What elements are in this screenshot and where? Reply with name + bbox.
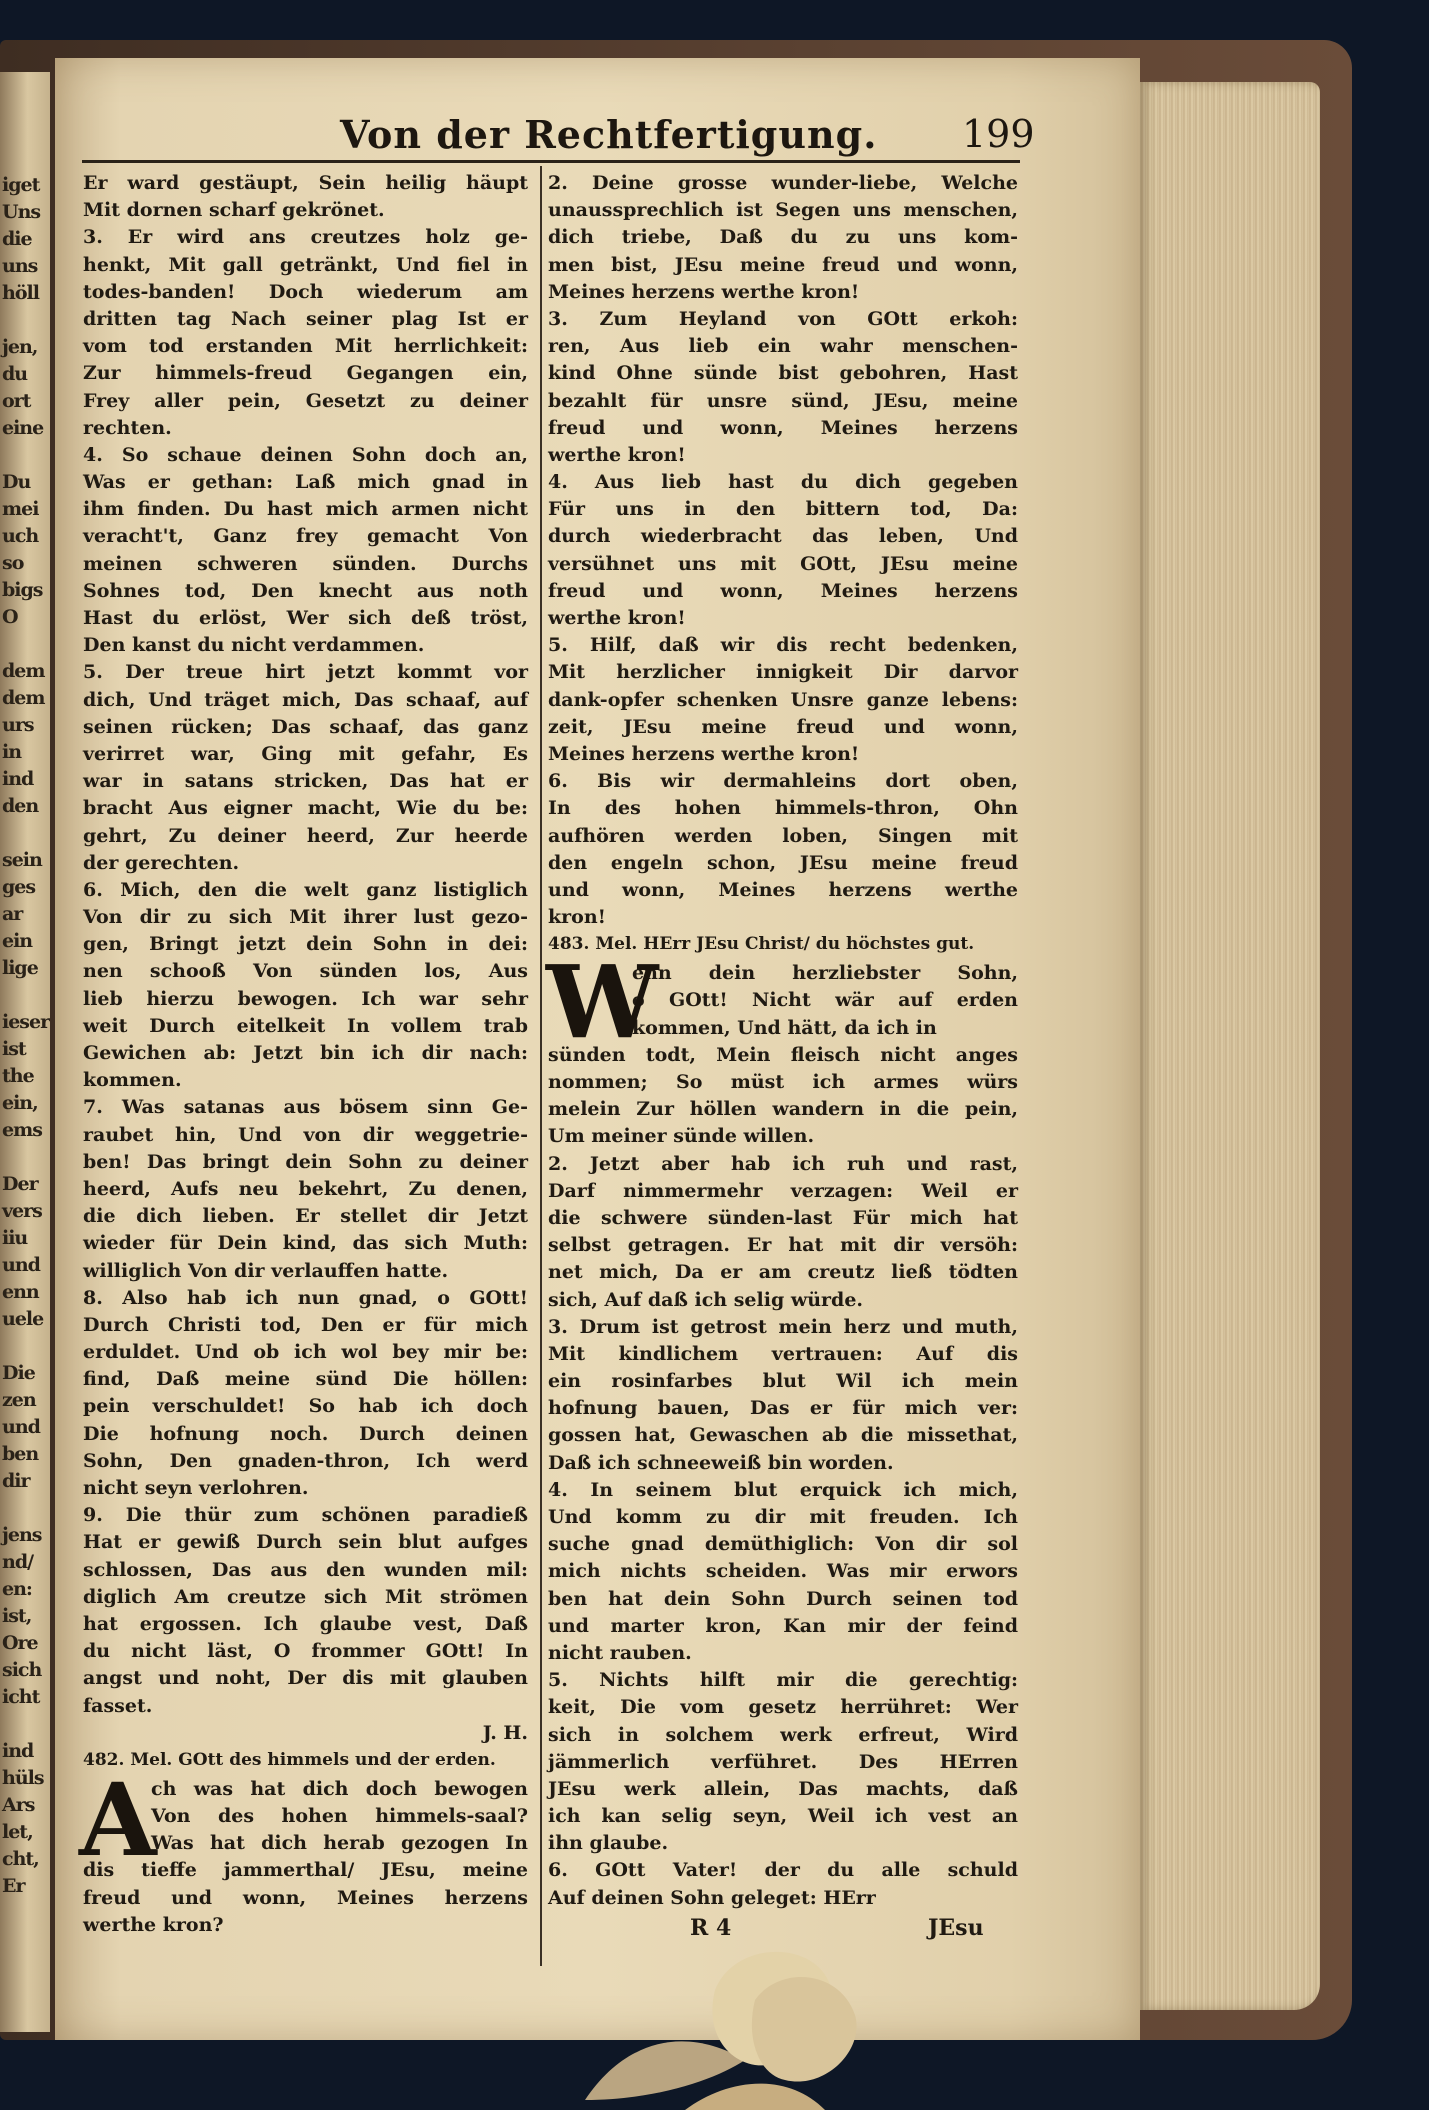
text-line: selbst getragen. Er hat mit dir versöh: (548, 1234, 1018, 1257)
text-line: die schwere sünden-last Für mich hat (548, 1206, 1018, 1229)
text-line: net mich, Da er am creutz ließ tödten (548, 1261, 1018, 1284)
text-line: Sohn, Den gnaden-thron, Ich werd (83, 1449, 528, 1472)
text-line: keit, Die vom gesetz herrühret: Wer (548, 1696, 1018, 1719)
text-line: nen schooß Von sünden los, Aus (83, 960, 528, 983)
text-line: dank-opfer schenken Unsre ganze lebens: (548, 688, 1018, 711)
text-line: Sohnes tod, Den knecht aus noth (83, 579, 528, 602)
text-line: verirret war, Ging mit gefahr, Es (83, 742, 528, 765)
text-line: Hast du erlöst, Wer sich deß tröst, (83, 607, 528, 629)
text-line: 6. Mich, den die welt ganz listiglich (83, 878, 528, 901)
text-line: Meines herzens werthe kron! (548, 742, 860, 765)
text-line: werthe kron! (548, 607, 686, 629)
left-page-edge (0, 72, 50, 2032)
text-line: und marter kron, Kan mir der feind (548, 1614, 1018, 1637)
text-line: nicht rauben. (548, 1641, 692, 1664)
text-line: gen, Bringt jetzt dein Sohn in dei: (83, 933, 528, 956)
right-column (548, 170, 1018, 1912)
text-line: ben hat dein Sohn Durch seinen tod (548, 1587, 1018, 1610)
hymn-483-initial: W (546, 943, 659, 1062)
text-line: 3. Drum ist getrost mein herz und muth, (548, 1315, 1018, 1338)
text-line: Für uns in den bittern tod, Da: (548, 498, 1018, 521)
text-line: heerd, Aufs neu bekehrt, Zu denen, (83, 1177, 528, 1200)
page-number: 199 (962, 112, 1035, 156)
text-line: dich, Und träget mich, Das schaaf, auf (83, 688, 528, 711)
text-line: raubet hin, Und von dir weggetrie- (83, 1123, 528, 1146)
text-line: o GOtt! Nicht wär auf erden (632, 989, 1018, 1012)
text-line: unaussprechlich ist Segen uns menschen, (548, 199, 1018, 222)
text-line: du nicht läst, O frommer GOtt! In (83, 1640, 528, 1663)
text-line: den engeln schon, JEsu meine freud (548, 851, 1018, 874)
text-line: fasset. (83, 1694, 153, 1717)
text-line: 7. Was satanas aus bösem sinn Ge- (83, 1096, 528, 1119)
text-line: Auf deinen Sohn geleget: HErr (548, 1886, 876, 1909)
text-line: ren, Aus lieb ein wahr menschen- (548, 335, 1018, 358)
text-line: Den kanst du nicht verdammen. (83, 634, 425, 657)
text-line: vom tod erstanden Mit herrlichkeit: (83, 335, 528, 358)
text-line: freud und wonn, Meines herzens (548, 416, 1018, 439)
text-line: nicht seyn verlohren. (83, 1477, 309, 1499)
text-line: Frey aller pein, Gesetzt zu deiner (83, 389, 528, 412)
text-line: Mit dornen scharf gekrönet. (83, 199, 385, 222)
text-line: zeit, JEsu meine freud und wonn, (548, 715, 1018, 738)
text-line: kind Ohne sünde bist gebohren, Hast (548, 362, 1018, 385)
pressed-flower (565, 1930, 885, 2110)
text-line: henkt, Mit gall getränkt, Und fiel in (83, 253, 528, 276)
text-line: men bist, JEsu meine freud und wonn, (548, 253, 1018, 276)
text-line: wieder für Dein kind, das sich Muth: (83, 1232, 528, 1255)
text-line: Darf nimmermehr verzagen: Weil er (548, 1179, 1018, 1202)
text-line: JEsu werk allein, Das machts, daß (548, 1777, 1018, 1800)
text-line: 5. Hilf, daß wir dis recht bedenken, (548, 634, 1018, 657)
hymn-483-title: 483. Mel. HErr JEsu Christ/ du höchstes gut. (548, 934, 975, 955)
text-line: versühnet uns mit GOtt, JEsu meine (548, 552, 1018, 575)
text-line: Um meiner sünde willen. (548, 1125, 815, 1148)
text-line: war in satans stricken, Das hat er (83, 770, 528, 793)
text-line: aufhören werden loben, Singen mit (548, 824, 1018, 847)
text-line: angst und noht, Der dis mit glauben (83, 1667, 528, 1690)
text-line: pein verschuldet! So hab ich doch (83, 1395, 528, 1418)
text-line: 4. In seinem blut erquick ich mich, (548, 1478, 1018, 1501)
text-line: werthe kron! (548, 443, 686, 466)
signature-mark: R 4 (690, 1915, 732, 1941)
text-line: sich in solchem werk erfreut, Wird (548, 1723, 1018, 1746)
catchword: JEsu (928, 1915, 984, 1941)
text-line: 6. Bis wir dermahleins dort oben, (548, 770, 1018, 793)
text-line: Mit kindlichem vertrauen: Auf dis (548, 1342, 1018, 1365)
right-column-lines-b (548, 1042, 1018, 1912)
left-column (79, 170, 528, 1939)
text-line: werthe kron? (83, 1913, 224, 1936)
text-line: 3. Er wird ans creutzes holz ge- (83, 226, 528, 249)
text-line: schlossen, Das aus den wunden mil: (83, 1558, 528, 1581)
left-margin-fragments: iget Uns die uns höll jen, du ort eine Du mei uch so bigs O dem dem urs in ind den sein ges ar ein lige ieser ist the ein, ems Der vers iiu und enn uele Die zen und ben dir jens nd/ en: ist, Ore sich icht ind hüls Ars let, cht, Er (2, 174, 50, 1897)
text-line: 3. Zum Heyland von GOtt erkoh: (548, 307, 1018, 330)
text-line: 4. Aus lieb hast du dich gegeben (548, 471, 1018, 494)
right-column-lines-a (548, 170, 1018, 931)
text-line: Und komm zu dir mit freuden. Ich (548, 1506, 1018, 1528)
text-line: kommen, Und hätt, da ich in (632, 1016, 937, 1039)
text-line: veracht't, Ganz frey gemacht Von (83, 525, 528, 548)
hymn-482-title: 482. Mel. GOtt des himmels und der erden. (83, 1749, 496, 1770)
text-line: sich, Auf daß ich selig würde. (548, 1288, 864, 1311)
text-line: 5. Der treue hirt jetzt kommt vor (83, 661, 528, 684)
text-line: williglich Von dir verlauffen hatte. (83, 1259, 449, 1282)
text-line: hofnung bauen, Das er für mich ver: (548, 1397, 1018, 1420)
left-column-lines (83, 170, 528, 1720)
hymn-482-initial: A (79, 1760, 157, 1879)
text-line: bezahlt für unsre sünd, JEsu, meine (548, 389, 1018, 412)
text-line: rechten. (83, 416, 172, 439)
text-line: ch was hat dich doch bewogen (151, 1777, 528, 1800)
text-line: gossen hat, Gewaschen ab die missethat, (548, 1424, 1018, 1447)
text-line: todes-banden! Doch wiederum am (83, 280, 528, 303)
header-rule (82, 160, 1020, 163)
text-line: 2. Jetzt aber hab ich ruh und rast, (548, 1152, 1018, 1175)
text-line: erduldet. Und ob ich wol bey mir be: (83, 1341, 528, 1364)
text-line: 2. Deine grosse wunder-liebe, Welche (548, 172, 1018, 194)
text-line: dritten tag Nach seiner plag Ist er (83, 307, 528, 330)
text-line: ihm finden. Du hast mich armen nicht (83, 498, 528, 521)
text-line: mich nichts scheiden. Was mir erwors (548, 1560, 1018, 1583)
text-line: dis tieffe jammerthal/ JEsu, meine (83, 1859, 528, 1882)
text-line: Gewichen ab: Jetzt bin ich dir nach: (83, 1042, 528, 1064)
page-block-edge (1140, 82, 1320, 2010)
text-line: Zur himmels-freud Gegangen ein, (83, 362, 528, 385)
text-line: der gerechten. (83, 851, 240, 874)
running-title: Von der Rechtfertigung. (340, 112, 878, 157)
text-line: 5. Nichts hilft mir die gerechtig: (548, 1669, 1018, 1692)
text-line: Durch Christi tod, Den er für mich (83, 1313, 528, 1336)
text-line: lieb hierzu bewogen. Ich war sehr (83, 987, 528, 1010)
hymn-author: J. H. (482, 1721, 528, 1744)
text-line: diglich Am creutze sich Mit strömen (83, 1585, 528, 1608)
text-line: Die hofnung noch. Durch deinen (83, 1422, 528, 1445)
column-divider (540, 166, 542, 1966)
text-line: In des hohen himmels-thron, Ohn (548, 797, 1018, 820)
text-line: Daß ich schneeweiß bin worden. (548, 1451, 894, 1474)
text-line: bracht Aus eigner macht, Wie du be: (83, 797, 528, 820)
text-line: ein rosinfarbes blut Wil ich mein (548, 1370, 1018, 1393)
text-line: ben! Das bringt dein Sohn zu deiner (83, 1150, 528, 1173)
text-line: enn dein herzliebster Sohn, (632, 962, 1018, 985)
text-line: 4. So schaue deinen Sohn doch an, (83, 443, 528, 466)
text-line: sünden todt, Mein fleisch nicht anges (548, 1043, 1018, 1066)
text-line: kommen. (83, 1069, 182, 1092)
text-line: gehrt, Zu deiner heerd, Zur heerde (83, 824, 528, 847)
text-line: kron! (548, 906, 607, 929)
text-line: 9. Die thür zum schönen paradieß (83, 1504, 528, 1527)
text-line: Was er gethan: Laß mich gnad in (83, 471, 528, 494)
text-line: Was hat dich herab gezogen In (151, 1832, 528, 1855)
text-line: Er ward gestäupt, Sein heilig häupt (83, 172, 528, 194)
text-line: jämmerlich verführet. Des HErren (548, 1750, 1018, 1773)
text-line: 6. GOtt Vater! der du alle schuld (548, 1859, 1018, 1882)
text-line: find, Daß meine sünd Die höllen: (83, 1368, 528, 1391)
text-line: Von dir zu sich Mit ihrer lust gezo- (83, 906, 528, 929)
text-line: die dich lieben. Er stellet dir Jetzt (83, 1205, 528, 1228)
text-line: melein Zur höllen wandern in die pein, (548, 1098, 1018, 1121)
text-line: freud und wonn, Meines herzens (548, 579, 1018, 602)
text-line: durch wiederbracht das leben, Und (548, 525, 1018, 548)
text-line: Mit herzlicher innigkeit Dir darvor (548, 661, 1018, 684)
text-line: weit Durch eitelkeit In vollem trab (83, 1014, 528, 1037)
text-line: ihn glaube. (548, 1832, 669, 1855)
text-line: Hat er gewiß Durch sein blut aufges (83, 1531, 528, 1554)
text-line: und wonn, Meines herzens werthe (548, 878, 1018, 901)
text-line: nommen; So müst ich armes würs (548, 1071, 1018, 1093)
text-line: hat ergossen. Ich glaube vest, Daß (83, 1612, 528, 1635)
text-line: suche gnad demüthiglich: Von dir sol (548, 1533, 1018, 1556)
text-line: meinen schweren sünden. Durchs (83, 552, 528, 575)
text-line: dich triebe, Daß du zu uns kom- (548, 226, 1018, 249)
text-line: ich kan selig seyn, Weil ich vest an (548, 1805, 1018, 1828)
text-line: Meines herzens werthe kron! (548, 280, 860, 303)
text-line: freud und wonn, Meines herzens (83, 1886, 528, 1909)
text-line: Von des hohen himmels-saal? (151, 1805, 528, 1828)
text-line: 8. Also hab ich nun gnad, o GOtt! (83, 1286, 528, 1309)
text-line: seinen rücken; Das schaaf, das ganz (83, 715, 528, 738)
